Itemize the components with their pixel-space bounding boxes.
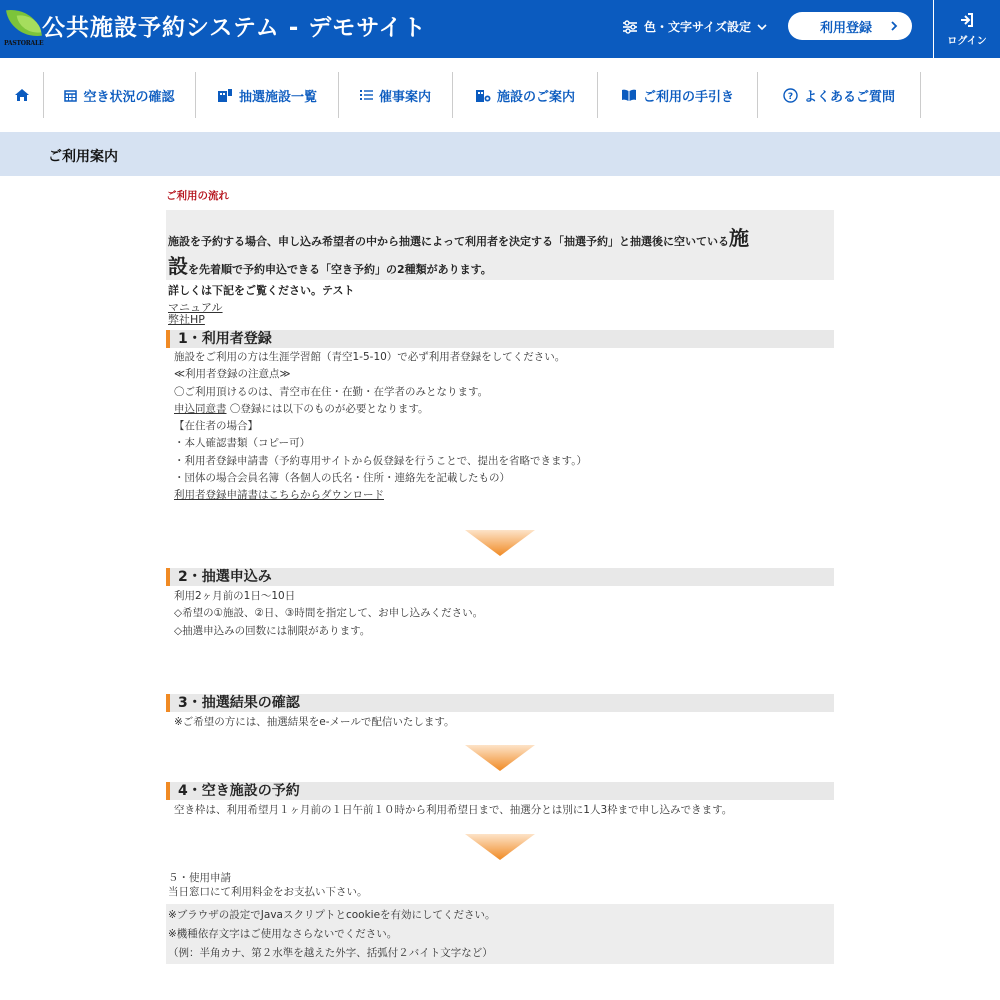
settings-label: 色・文字サイズ設定 [644, 20, 752, 34]
login-button[interactable] [933, 0, 1000, 58]
step-2-heading: 2・抽選申込み [166, 568, 834, 586]
intro-line-1 [168, 222, 749, 251]
list-icon [360, 89, 373, 101]
intro-text-a: 施設を予約する場合、申し込み希望者の中から抽選によって利用者を決定する「抽選予約」と抽選後に空いている [168, 235, 729, 248]
chevron-right-icon [890, 21, 898, 31]
step-line [174, 401, 587, 418]
calendar-icon [64, 89, 77, 102]
nav-lottery-facilities[interactable] [196, 72, 339, 118]
site-logo[interactable] [4, 6, 44, 50]
step-line: 施設をご利用の方は生涯学習館（青空1-5-10）で必ず利用者登録をしてください。 [174, 351, 566, 363]
nav-label: よくあるご質問 [803, 89, 895, 105]
login-label: ログイン [947, 35, 987, 47]
down-arrow-icon [465, 834, 535, 860]
nav-events[interactable] [339, 72, 453, 118]
intro-big-char: 施 [729, 226, 749, 250]
nav-faq[interactable] [758, 72, 921, 118]
register-label: 利用登録 [819, 20, 872, 36]
intro-big-char: 設 [168, 254, 188, 278]
nav-availability[interactable] [44, 72, 196, 118]
step-3-heading: 3・抽選結果の確認 [166, 694, 834, 712]
step-5-body: 当日窓口にて利用料金をお支払い下さい。 [168, 886, 368, 898]
flow-title: ご利用の流れ [166, 190, 229, 202]
step-2-body [174, 588, 483, 640]
sliders-icon [622, 20, 638, 34]
download-form-link[interactable]: 利用者登録申請書はこちらからダウンロード [174, 489, 384, 502]
down-arrow-icon [465, 530, 535, 556]
note-line: ※機種依存文字はご使用なさらないでください。 [168, 928, 398, 940]
down-arrow-icon [465, 745, 535, 771]
step-line: ◇希望の①施設、②日、③時間を指定して、お申し込みください。 [174, 607, 484, 620]
book-icon [621, 89, 637, 101]
detail-note: 詳しくは下記をご覧ください。テスト [168, 284, 355, 297]
home-button[interactable] [0, 72, 44, 118]
main-nav [0, 72, 921, 118]
nav-usage-guide[interactable] [598, 72, 758, 118]
site-header [0, 0, 1000, 58]
display-settings-button[interactable] [622, 18, 767, 35]
step-3-body [174, 714, 455, 731]
company-hp-link[interactable]: 弊社HP [168, 313, 205, 326]
intro-box [166, 210, 834, 280]
register-button[interactable] [788, 12, 912, 40]
svg-text:?: ? [787, 91, 794, 102]
step-line-text: 〇登録には以下のものが必要となります。 [229, 402, 429, 415]
nav-label: 空き状況の確認 [83, 89, 175, 105]
nav-label: 施設のご案内 [496, 89, 575, 105]
step-1-heading: 1・利用者登録 [166, 330, 834, 348]
step-line: ・団体の場合会員名簿（各個人の氏名・住所・連絡先を記載したもの） [174, 472, 510, 485]
nav-facility-guide[interactable] [453, 72, 598, 118]
building-icon [217, 89, 233, 102]
step-line: 〇ご利用頂けるのは、青空市在住・在勤・在学者のみとなります。 [174, 385, 489, 398]
site-title[interactable]: 公共施設予約システム - デモサイト [42, 15, 427, 41]
home-icon [14, 88, 30, 102]
section-header [0, 132, 1000, 176]
nav-label: 催事案内 [378, 89, 431, 105]
step-5-heading: ５・使用申請 [168, 872, 231, 884]
step-4-body [174, 802, 732, 819]
page-title: ご利用案内 [48, 149, 118, 165]
intro-line-2 [168, 250, 492, 279]
question-icon [783, 88, 798, 103]
note-line: ※ブラウザの設定でJavaスクリプトとcookieを有効にしてください。 [168, 909, 496, 921]
step-line: ・利用者登録申請書（予約専用サイトから仮登録を行うことで、提出を省略できます。） [174, 454, 587, 467]
note-line: （例：半角カナ、第２水準を越えた外字、括弧付２バイト文字など） [168, 947, 493, 959]
consent-form-link[interactable]: 申込同意書 [174, 402, 227, 415]
step-line: 利用2ヶ月前の1日〜10日 [174, 590, 296, 602]
step-line: ≪利用者登録の注意点≫ [174, 368, 291, 381]
logo-text: PASTORALE [4, 40, 44, 47]
nav-label: ご利用の手引き [642, 89, 734, 105]
facility-icon [475, 89, 491, 102]
notes-box [166, 904, 834, 964]
step-line: ・本人確認書類（コピー可） [174, 437, 311, 450]
step-line: ※ご希望の方には、抽選結果をe-メールで配信いたします。 [174, 716, 455, 728]
intro-text-b: を先着順で予約申込できる「空き予約」の2種類があります。 [188, 263, 492, 276]
step-4-heading: 4・空き施設の予約 [166, 782, 834, 800]
step-line: 空き枠は、利用希望月１ヶ月前の１日午前１０時から利用希望日まで、抽選分とは別に1人3枠まで申し込みできます。 [174, 804, 733, 816]
nav-label: 抽選施設一覧 [238, 89, 317, 105]
step-1-body [174, 349, 587, 505]
manual-link[interactable]: マニュアル [168, 301, 223, 314]
step-line: ◇抽選申込みの回数には制限があります。 [174, 624, 371, 637]
step-line: 【在住者の場合】 [174, 420, 258, 433]
login-icon [959, 12, 975, 28]
chevron-down-icon [757, 23, 767, 31]
